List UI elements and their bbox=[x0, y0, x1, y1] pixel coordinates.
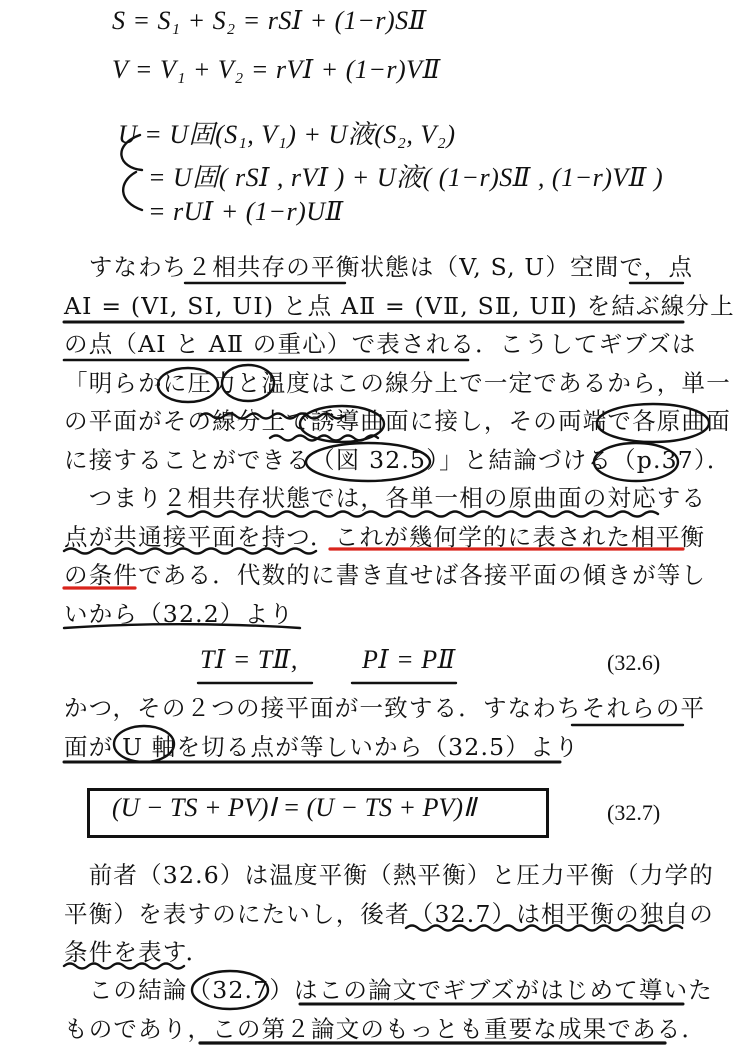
text-line: 前者（32.6）は温度平衡（熱平衡）と圧力平衡（力学的 bbox=[64, 861, 714, 889]
equation-number-32-7: (32.7) bbox=[607, 800, 661, 825]
text-line: の点（AⅠ と AⅡ の重心）で表される．こうしてギブズは bbox=[64, 330, 697, 358]
text-line: の平面がその線分上で誘導曲面に接し，その両端で各原曲面 bbox=[64, 407, 731, 435]
circle-mark bbox=[192, 971, 268, 1009]
wavy-underline bbox=[200, 414, 344, 419]
circle-mark bbox=[594, 443, 678, 481]
equation-32-7: (U − TS + PV)Ⅰ = (U − TS + PV)Ⅱ bbox=[112, 793, 476, 822]
arrow-mark bbox=[121, 135, 142, 170]
text-line: 「明らかに圧力と温度はこの線分上で一定であるから，単一 bbox=[64, 368, 731, 397]
equation-energy-2: = U固( rSⅠ , rVⅠ ) + U液( (1−r)SⅡ , (1−r)VⅡ ) bbox=[148, 163, 664, 192]
text-line: 条件を表す． bbox=[64, 938, 211, 966]
wavy-underline bbox=[406, 926, 682, 931]
equation-energy-1: U = U固(S₁, V₁) + U液(S₂, V₂) bbox=[118, 120, 456, 149]
equation-volume: V = V₁ + V₂ = rVⅠ + (1−r)VⅡ bbox=[112, 55, 441, 84]
circle-mark bbox=[222, 365, 274, 401]
circle-mark bbox=[158, 368, 218, 402]
circle-mark bbox=[114, 726, 174, 762]
arrow-mark bbox=[123, 172, 142, 210]
text-line: ものであり，この第２論文のもっとも重要な成果である． bbox=[64, 1014, 707, 1043]
text-line: の条件である．代数的に書き直せば各接平面の傾きが等し bbox=[64, 561, 707, 589]
wavy-underline bbox=[64, 549, 316, 554]
underline-mark bbox=[64, 624, 300, 628]
text-line: すなわち２相共存の平衡状態は（V, S, U）空間で，点 bbox=[64, 253, 694, 281]
text-line: 面が U 軸を切る点が等しいから（32.5）より bbox=[64, 732, 580, 761]
equation-32-6-temperature: TⅠ = TⅡ, bbox=[200, 645, 298, 674]
text-line: かつ，その２つの接平面が一致する．すなわちそれらの平 bbox=[64, 694, 706, 722]
equation-number-32-6: (32.6) bbox=[607, 650, 661, 675]
wavy-underline bbox=[168, 512, 658, 517]
text-line: この結論（32.7）はこの論文でギブズがはじめて導いた bbox=[64, 976, 713, 1004]
text-line: に接することができる（図 32.5）」と結論づける（p.37）． bbox=[64, 445, 732, 474]
text-line: 点が共通接平面を持つ．これが幾何学的に表された相平衡 bbox=[64, 522, 706, 551]
text-line: つまり２相共存状態では，各単一相の原曲面の対応する bbox=[64, 484, 707, 512]
equation-energy-3: = rUⅠ + (1−r)UⅡ bbox=[148, 197, 344, 226]
text-line: いから（32.2）より bbox=[64, 599, 295, 628]
circle-mark bbox=[597, 404, 709, 442]
circle-mark bbox=[306, 443, 430, 481]
text-line: AⅠ = (VⅠ, SⅠ, UⅠ) と点 AⅡ = (VⅡ, SⅡ, UⅡ) を結ぶ線分上 bbox=[64, 291, 735, 320]
wavy-underline bbox=[64, 964, 184, 969]
text-line: 平衡）を表すのにたいし，後者（32.7）は相平衡の独自の bbox=[64, 899, 714, 928]
equation-entropy: S = S₁ + S₂ = rSⅠ + (1−r)SⅡ bbox=[112, 6, 427, 35]
equation-32-6-pressure: PⅠ = PⅡ bbox=[362, 645, 456, 674]
